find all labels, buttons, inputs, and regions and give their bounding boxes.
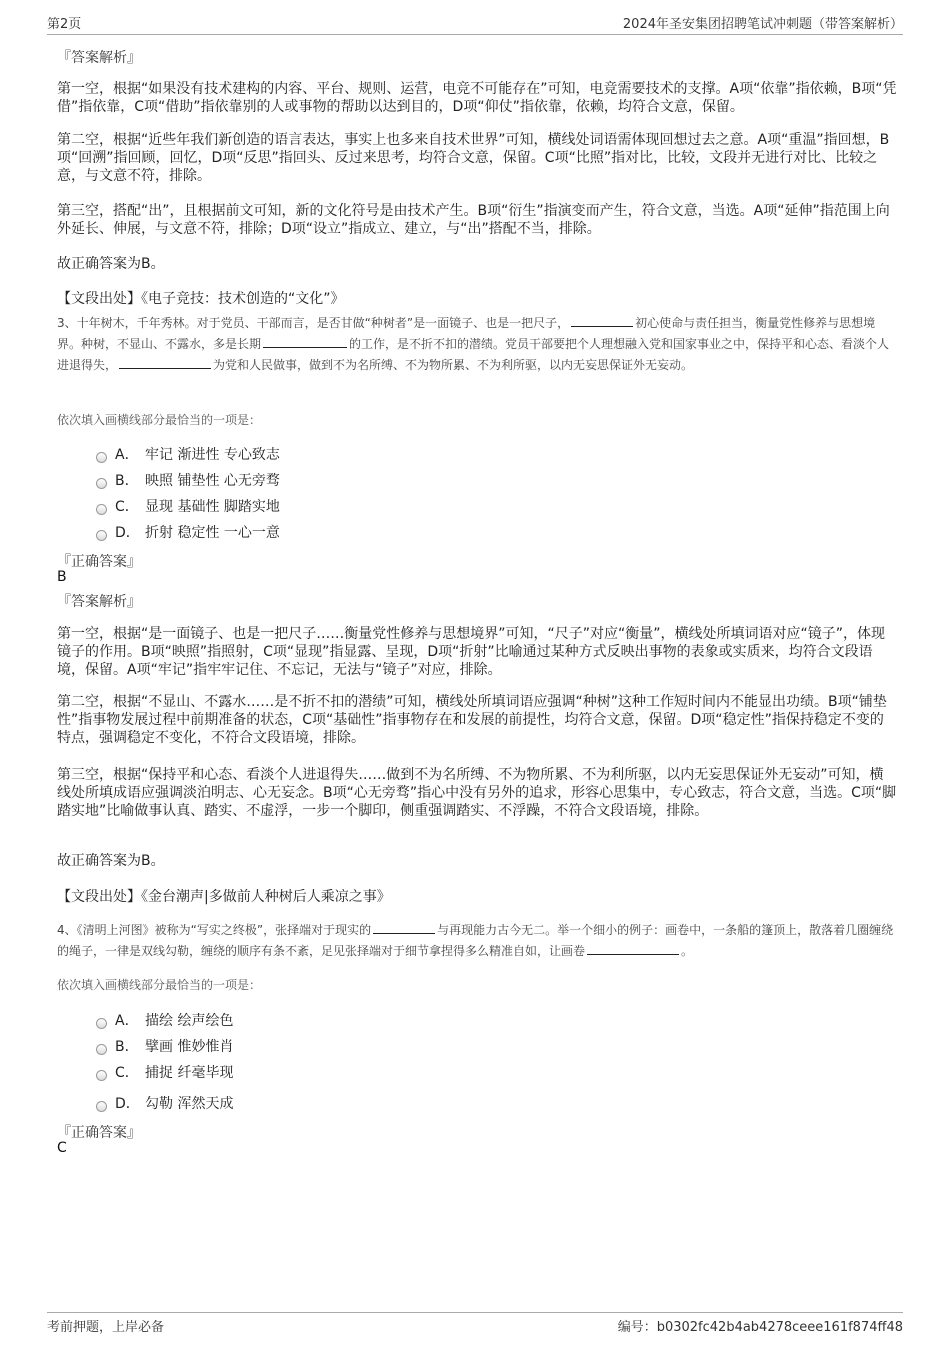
answer-value: C: [57, 1140, 67, 1156]
option-c[interactable]: C． 显现 基础性 脚踏实地: [96, 496, 280, 516]
question-prompt: 依次填入画横线部分最恰当的一项是：: [57, 413, 262, 427]
page-header: [47, 10, 903, 35]
question-number: 4、: [57, 923, 77, 937]
blank-2: [263, 335, 347, 348]
option-d[interactable]: D． 折射 稳定性 一心一意: [96, 522, 280, 542]
blank-1: [373, 921, 435, 934]
source-citation: 【文段出处】《金台潮声|多做前人种树后人乘凉之事》: [57, 889, 391, 905]
analysis-paragraph: 第三空，根据“保持平和心态、看淡个人进退得失……做到不为名所缚、不为物所累、不为利所驱，以内无妄思保证外无妄动”可知，横线处所填成语应强调淡泊明志、心无妄念。B项“心无旁骛”指心中没有另外的追求，形容心思集中，专心致志，符合文意，当选。C项“脚踏实地”比喻做事认真、踏实、不虚浮，一步一个脚印，侧重强调踏实、不浮躁，不符合文段语境，排除。: [57, 767, 897, 819]
document-title: 2024年圣安集团招聘笔试冲刺题（带答案解析）: [622, 17, 903, 32]
option-a[interactable]: A． 牢记 渐进性 专心致志: [96, 444, 280, 464]
radio-icon[interactable]: [96, 504, 107, 515]
answer-value: B: [57, 569, 67, 585]
answer-label: 『正确答案』: [57, 554, 141, 570]
analysis-paragraph: 第二空，根据“不显山、不露水……是不折不扣的潜绩”可知，横线处所填词语应强调“种树”这种工作短时间内不能显出功绩。B项“铺垫性”指事物发展过程中前期准备的状态，C项“基础性”指事物存在和发展的前提性，均符合文意，保留。D项“稳定性”指保持稳定不变的特点，强调稳定不变化，不符合文段语境，排除。: [57, 694, 887, 746]
radio-icon[interactable]: [96, 452, 107, 463]
analysis-paragraph: 第三空，搭配“出”，且根据前文可知，新的文化符号是由技术产生。B项“衍生”指演变而产生，符合文意，当选。A项“延伸”指范围上向外延长、伸展，与文意不符，排除；D项“设立”指成立、建立，与“出”搭配不当，排除。: [57, 203, 890, 237]
option-d[interactable]: D． 勾勒 浑然天成: [96, 1093, 233, 1113]
radio-icon[interactable]: [96, 1044, 107, 1055]
source-citation: 【文段出处】《电子竞技：技术创造的“文化”》: [57, 291, 345, 307]
option-c[interactable]: C． 捕捉 纤毫毕现: [96, 1062, 233, 1082]
option-b[interactable]: B． 擘画 惟妙惟肖: [96, 1036, 233, 1056]
question-3-text: 3、十年树木，千年秀林。对于党员、干部而言，是否甘做“种树者”是一面镜子、也是一把尺子， 初心使命与责任担当，衡量党性修养与思想境界。种树，不显山、不露水，多是长期 的工作，是不折不扣的潜绩。党员干部要把个人理想融入党和国家事业之中，保持平和心态、看淡个人进退得失， 为党和人民做事，做到不为名所缚、不为物所累、不为利所驱，以内无妄思保证外无妄动。: [57, 316, 890, 372]
blank-1: [571, 314, 633, 327]
radio-icon[interactable]: [96, 1101, 107, 1112]
document-serial: 编号：b0302fc42b4ab4278ceee161f874ff48: [617, 1320, 903, 1335]
page-footer: [47, 1312, 903, 1338]
radio-icon[interactable]: [96, 478, 107, 489]
conclusion: 故正确答案为B。: [57, 853, 165, 869]
analysis-label: 『答案解析』: [57, 50, 141, 66]
footer-slogan: 考前押题，上岸必备: [47, 1320, 165, 1335]
blank-2: [587, 942, 679, 955]
radio-icon[interactable]: [96, 530, 107, 541]
page-number: 第2页: [47, 17, 82, 32]
option-a[interactable]: A． 描绘 绘声绘色: [96, 1010, 233, 1030]
analysis-paragraph: 第一空，根据“是一面镜子、也是一把尺子……衡量党性修养与思想境界”可知，“尺子”对应“衡量”，横线处所填词语对应“镜子”，体现镜子的作用。B项“映照”指照射，C项“显现”指显露、呈现，D项“折射”比喻通过某种方式反映出事物的表象或实质来，均符合文段语境，保留。A项“牢记”指牢牢记住、不忘记，无法与“镜子”对应，排除。: [57, 626, 886, 678]
analysis-paragraph: 第一空，根据“如果没有技术建构的内容、平台、规则、运营，电竞不可能存在”可知，电竞需要技术的支撑。A项“依靠”指依赖，B项“凭借”指依靠，C项“借助”指依靠别的人或事物的帮助以达到目的，D项“仰仗”指依靠，依赖，均符合文意，保留。: [57, 81, 897, 115]
blank-3: [119, 356, 211, 369]
radio-icon[interactable]: [96, 1018, 107, 1029]
conclusion: 故正确答案为B。: [57, 256, 165, 272]
answer-label: 『正确答案』: [57, 1125, 141, 1141]
option-b[interactable]: B． 映照 铺垫性 心无旁骛: [96, 470, 280, 490]
radio-icon[interactable]: [96, 1070, 107, 1081]
analysis-label: 『答案解析』: [57, 594, 141, 610]
question-4-text: 4、《清明上河图》被称为“写实之终极”，张择端对于现实的 与再现能力古今无二。举一个细小的例子：画卷中，一条船的篷顶上，散落着几圈缠绕的绳子，一律是双线勾勒，缠绕的顺序有条不紊，足见张择端对于细节拿捏得多么精准自如，让画卷 。: [57, 923, 894, 958]
analysis-paragraph: 第二空，根据“近些年我们新创造的语言表达，事实上也多来自技术世界”可知，横线处词语需体现回想过去之意。A项“重温”指回想，B项“回溯”指回顾，回忆，D项“反思”指回头、反过来思考，均符合文意，保留。C项“比照”指对比，比较，文段并无进行对比、比较之意，与文意不符，排除。: [57, 132, 890, 184]
question-number: 3、: [57, 316, 77, 330]
question-prompt: 依次填入画横线部分最恰当的一项是：: [57, 978, 262, 992]
